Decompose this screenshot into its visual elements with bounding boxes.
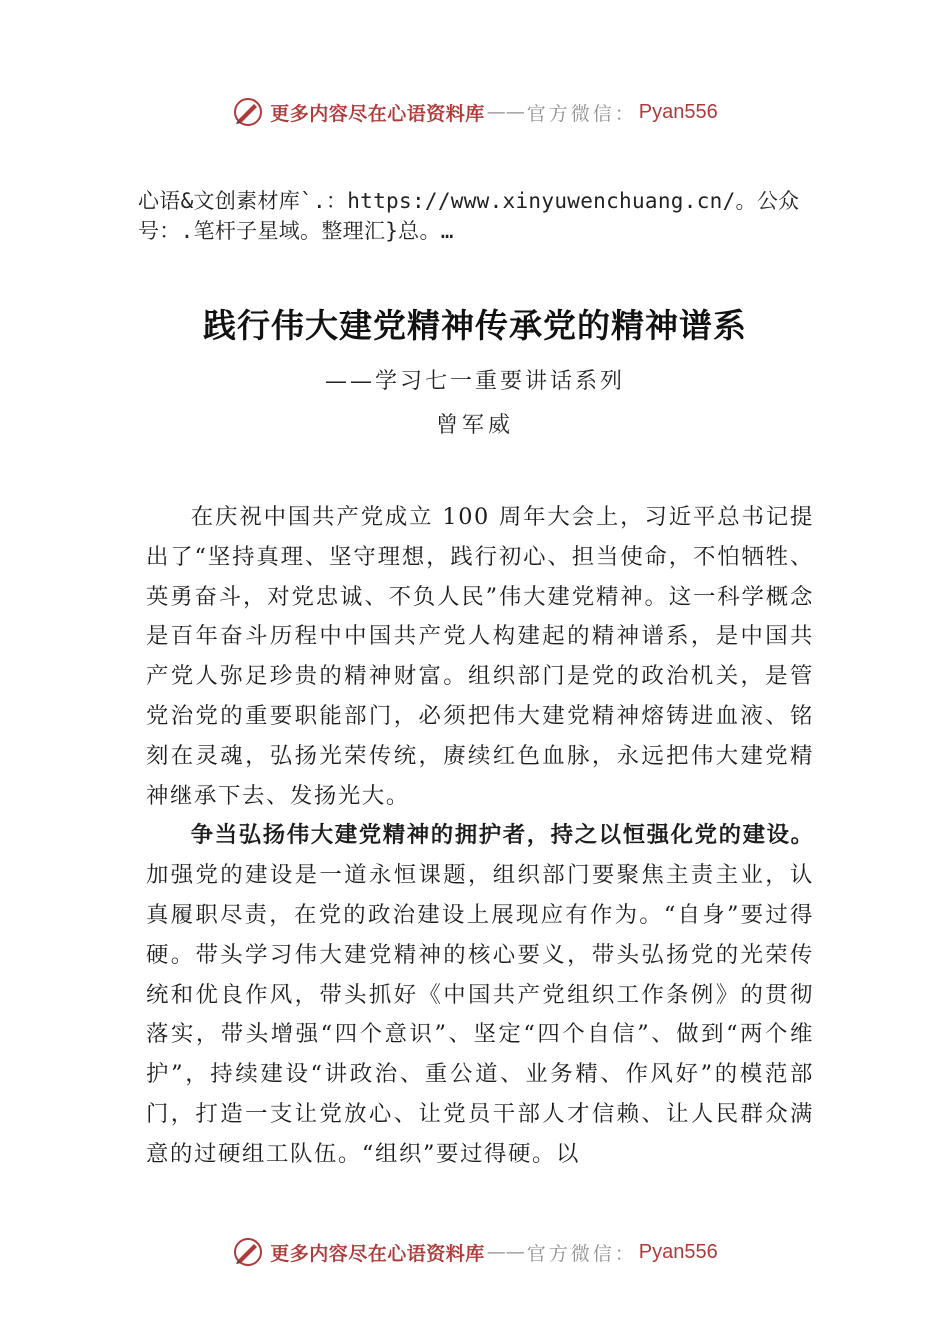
document-subtitle: ——学习七一重要讲话系列 xyxy=(324,369,625,394)
document-title: 践行伟大建党精神传承党的精神谱系 xyxy=(203,306,747,345)
banner-wechat-label: 官方微信： xyxy=(526,102,637,125)
banner-separator: —— xyxy=(486,1241,525,1263)
banner-wechat-label: 官方微信： xyxy=(526,1242,637,1265)
banner-separator: —— xyxy=(486,101,525,123)
banner-text: 更多内容尽在心语资料库 xyxy=(270,1242,485,1265)
header-banner xyxy=(0,92,950,132)
banner-wechat-id: Pyan556 xyxy=(638,100,718,123)
paragraph-text: 加强党的建设是一道永恒课题，组织部门要聚焦主责主业，认真履职尽责，在党的政治建设上展现应有作为。“自身”要过得硬。带头学习伟大建党精神的核心要义，带头弘扬党的光荣传统和优良作风，带头抓好《中国共产党组织工作条例》的贯彻落实，带头增强“四个意识”、坚定“四个自信”、做到“两个维护”，持续建设“讲政治、重公道、业务精、作风好”的模范部门，打造一支让党放心、让党员干部人才信赖、让人民群众满意的过硬组工队伍。“组织”要过得硬。以 xyxy=(146,862,814,1167)
paragraph-lead: 争当弘扬伟大建党精神的拥护者，持之以恒强化党的建设。 xyxy=(190,822,814,849)
paragraph xyxy=(146,816,814,1174)
paragraph-text: 在庆祝中国共产党成立 100 周年大会上，习近平总书记提出了“坚持真理、坚守理想，践行初心、担当使命，不怕牺牲、英勇奋斗，对党忠诚、不负人民”伟大建党精神。这一科学概念是百年奋斗历程中中国共产党人构建起的精神谱系，是中国共产党人弥足珍贵的精神财富。组织部门是党的政治机关，是管党治党的重要职能部门，必须把伟大建党精神熔铸进血液、铭刻在灵魂，弘扬光荣传统，赓续红色血脉，永远把伟大建党精神继承下去、发扬光大。 xyxy=(146,504,814,809)
banner-text: 更多内容尽在心语资料库 xyxy=(270,102,485,125)
pen-logo-icon xyxy=(232,1236,264,1268)
document-author: 曾军威 xyxy=(435,413,514,438)
pen-logo-icon xyxy=(232,96,264,128)
footer-banner xyxy=(0,1232,950,1272)
banner-wechat-id: Pyan556 xyxy=(638,1240,718,1263)
source-line: 心语&文创素材库`.：https://www.xinyuwenchuang.cn/。公众号：.笔杆子星域。整理汇}总。… xyxy=(138,189,800,243)
paragraph xyxy=(146,498,814,816)
document-body xyxy=(146,498,814,1175)
